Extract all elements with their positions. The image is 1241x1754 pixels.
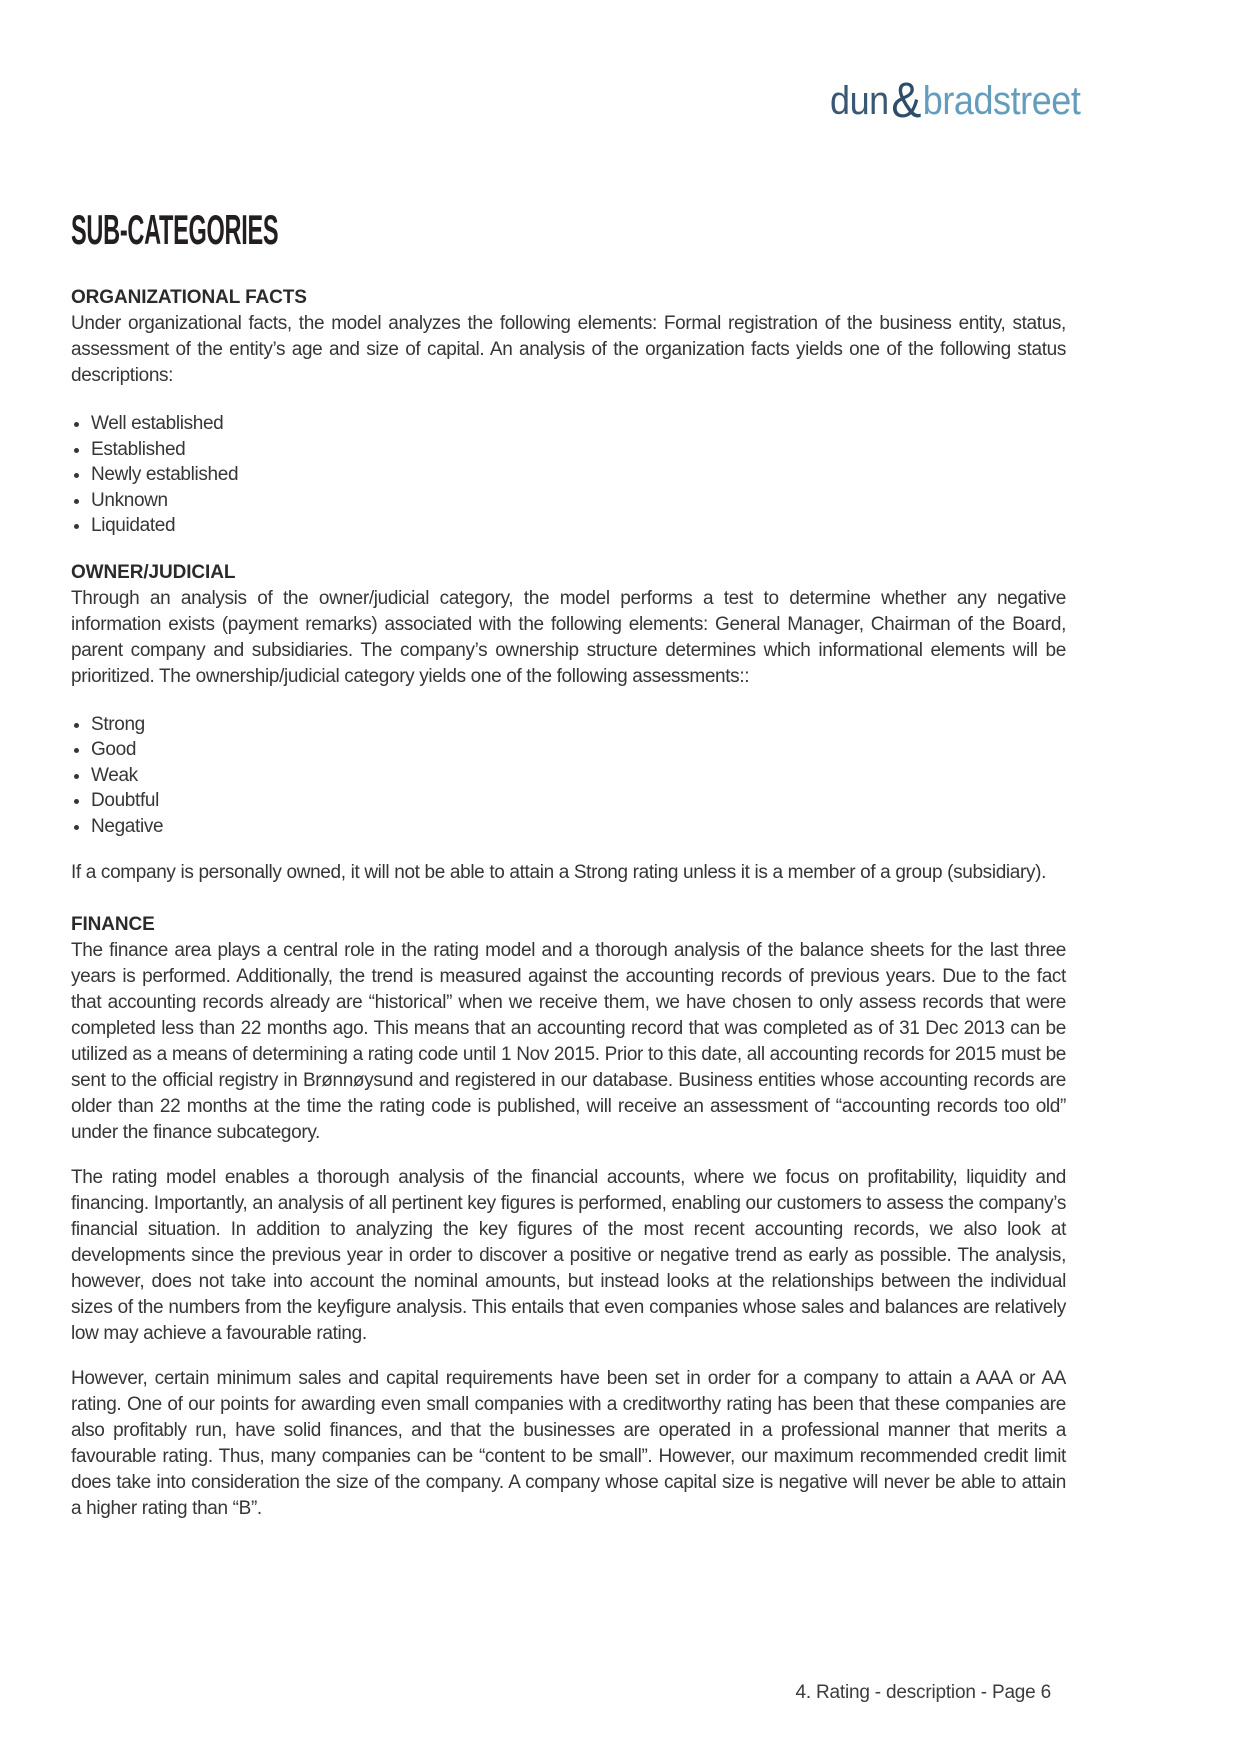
status-descriptions-list: [71, 411, 1066, 539]
list-item: • Good: [91, 737, 1066, 763]
list-item: • Strong: [91, 712, 1066, 738]
finance-paragraph-1: The finance area plays a central role in the rating model and a thorough analysis of the balance sheets for the last three years is performed. Additionally, the trend is measured against the accounting records of previous years. Due to the fact that accounting records already are “historical” when we receive them, we have chosen to only assess records that were completed less than 22 months ago. This means that an accounting record that was completed as of 31 Dec 2013 can be utilized as a means of determining a rating code until 1 Nov 2015. Prior to this date, all accounting records for 2015 must be sent to the official registry in Brønnøysund and registered in our database. Business entities whose accounting records are older than 22 months at the time the rating code is published, will receive an assessment of “accounting records too old” under the finance subcategory.: [71, 940, 1066, 1143]
page-content: [71, 206, 1066, 1522]
list-item: • Established: [91, 437, 1066, 463]
ampersand-icon: &: [891, 72, 921, 128]
section-heading-finance: FINANCE: [71, 914, 155, 935]
list-item: • Newly established: [91, 462, 1066, 488]
list-item: • Doubtful: [91, 788, 1066, 814]
finance-paragraph-3: However, certain minimum sales and capital requirements have been set in order for a company to attain a AAA or AA rating. One of our points for awarding even small companies with a creditworthy rating has been that these companies are also profitably run, have solid finances, and that the businesses are operated in a professional manner that merits a favourable rating. Thus, many companies can be “content to be small”. However, our maximum recommended credit limit does take into consideration the size of the company. A company whose capital size is negative will never be able to attain a higher rating than “B”.: [71, 1368, 1066, 1519]
list-item: • Negative: [91, 814, 1066, 840]
list-item: • Weak: [91, 763, 1066, 789]
list-item: • Liquidated: [91, 513, 1066, 539]
list-item: • Well established: [91, 411, 1066, 437]
section-heading-organizational-facts: ORGANIZATIONAL FACTS: [71, 287, 307, 308]
page-footer: 4. Rating - description - Page 6: [795, 1682, 1051, 1703]
organizational-facts-paragraph: Under organizational facts, the model analyzes the following elements: Formal registration of the business entity, status, assessment of the entity’s age and size of capital. An analysis of the organization facts yields one of the following status descriptions:: [71, 313, 1066, 386]
assessments-list: [71, 712, 1066, 840]
section-finance: [71, 912, 1066, 1522]
owner-judicial-note: If a company is personally owned, it will not be able to attain a Strong rating unless it is a member of a group (subsidiary).: [71, 862, 1047, 883]
owner-judicial-paragraph: Through an analysis of the owner/judicial category, the model performs a test to determine whether any negative information exists (payment remarks) associated with the following elements: General Manager, Chairman of the Board, parent company and subsidiaries. The company’s ownership structure determines which informational elements will be prioritized. The ownership/judicial category yields one of the following assessments::: [71, 587, 1066, 687]
section-owner-judicial: [71, 560, 1066, 887]
logo-text-dun: dun: [830, 79, 889, 123]
logo-text-bradstreet: bradstreet: [922, 79, 1081, 123]
list-item: • Unknown: [91, 488, 1066, 514]
section-heading-owner-judicial: OWNER/JUDICIAL: [71, 561, 236, 583]
finance-paragraph-2: The rating model enables a thorough analysis of the financial accounts, where we focus on profitability, liquidity and financing. Importantly, an analysis of all pertinent key figures is performed, enabling our customers to assess the company’s financial situation. In addition to analyzing the key figures of the most recent accounting records, we also look at developments since the previous year in order to discover a positive or negative trend as early as possible. The analysis, however, does not take into account the nominal amounts, but instead looks at the relationships between the individual sizes of the numbers from the keyfigure analysis. This entails that even companies whose sales and balances are relatively low may achieve a favourable rating.: [71, 1167, 1066, 1344]
dnb-logo: [830, 72, 1081, 128]
page-title: SUB-CATEGORIES: [71, 206, 279, 253]
section-organizational-facts: [71, 285, 1066, 539]
